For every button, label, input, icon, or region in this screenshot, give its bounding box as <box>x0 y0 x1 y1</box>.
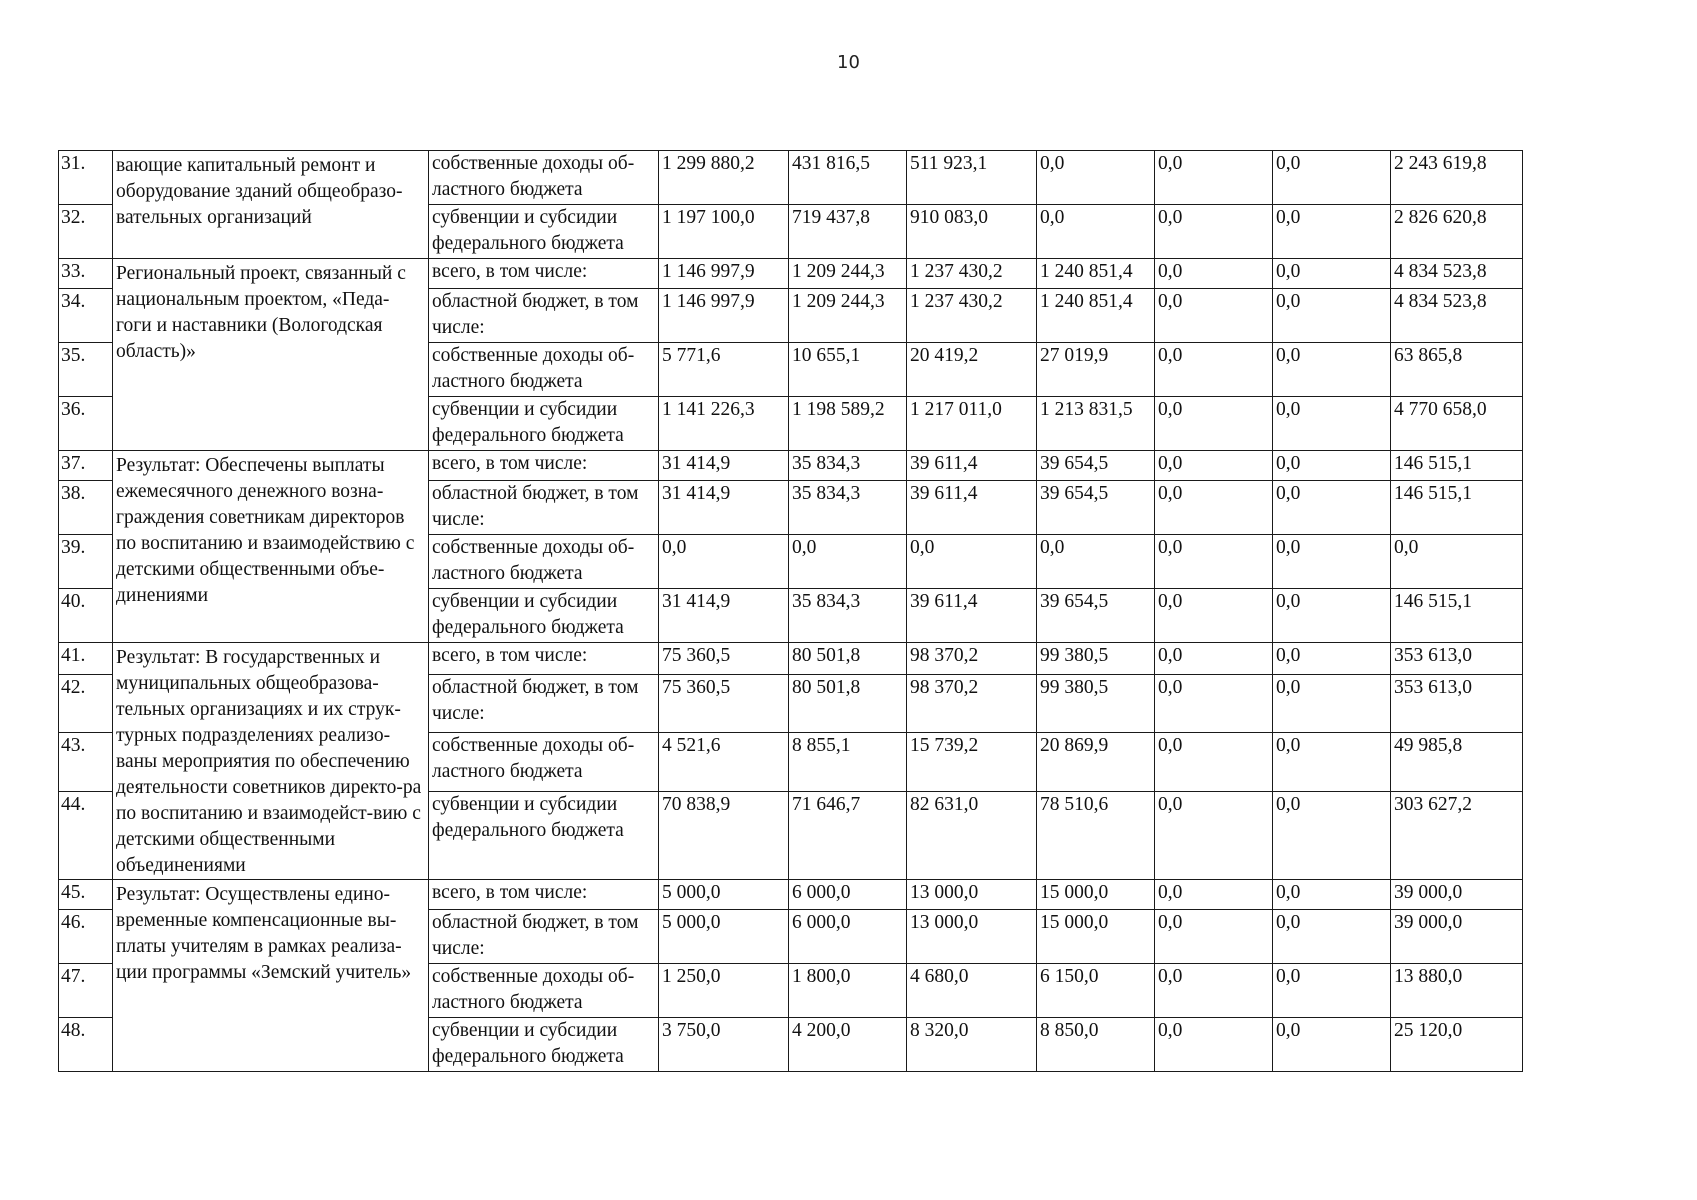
value-total: 353 613,0 <box>1391 643 1523 675</box>
funding-source: всего, в том числе: <box>429 643 659 675</box>
funding-source: субвенции и субсидии федерального бюджета <box>429 589 659 643</box>
value-2021: 1 250,0 <box>659 964 789 1018</box>
value-2025: 0,0 <box>1155 259 1273 289</box>
value-2022: 35 834,3 <box>789 589 907 643</box>
value-2026: 0,0 <box>1273 259 1391 289</box>
value-2022: 10 655,1 <box>789 343 907 397</box>
value-2022: 431 816,5 <box>789 151 907 205</box>
value-2026: 0,0 <box>1273 1018 1391 1072</box>
value-2026: 0,0 <box>1273 451 1391 481</box>
table-row <box>59 880 1523 910</box>
row-number: 36. <box>59 397 113 451</box>
value-2024: 15 000,0 <box>1037 880 1155 910</box>
value-2022: 80 501,8 <box>789 643 907 675</box>
value-total: 39 000,0 <box>1391 880 1523 910</box>
value-2025: 0,0 <box>1155 535 1273 589</box>
value-2022: 71 646,7 <box>789 791 907 879</box>
value-2023: 511 923,1 <box>907 151 1037 205</box>
measure-description: Результат: Обеспечены выплаты ежемесячного денежного возна-граждения советникам директоров по воспитанию и взаимодействию с детскими общественными объе-динениями <box>113 451 429 643</box>
value-total: 146 515,1 <box>1391 451 1523 481</box>
value-2023: 39 611,4 <box>907 481 1037 535</box>
value-2021: 31 414,9 <box>659 589 789 643</box>
value-2023: 20 419,2 <box>907 343 1037 397</box>
value-2023: 1 237 430,2 <box>907 289 1037 343</box>
funding-source: областной бюджет, в том числе: <box>429 910 659 964</box>
value-2024: 99 380,5 <box>1037 675 1155 733</box>
funding-source: областной бюджет, в том числе: <box>429 675 659 733</box>
value-total: 39 000,0 <box>1391 910 1523 964</box>
value-2023: 13 000,0 <box>907 880 1037 910</box>
value-total: 353 613,0 <box>1391 675 1523 733</box>
value-2021: 3 750,0 <box>659 1018 789 1072</box>
value-2021: 5 771,6 <box>659 343 789 397</box>
row-number: 48. <box>59 1018 113 1072</box>
value-2023: 82 631,0 <box>907 791 1037 879</box>
value-2023: 98 370,2 <box>907 675 1037 733</box>
table-row <box>59 451 1523 481</box>
funding-source: всего, в том числе: <box>429 880 659 910</box>
value-2023: 0,0 <box>907 535 1037 589</box>
funding-source: собственные доходы об-ластного бюджета <box>429 964 659 1018</box>
value-2023: 39 611,4 <box>907 589 1037 643</box>
value-total: 49 985,8 <box>1391 733 1523 791</box>
measure-description: вающие капитальный ремонт и оборудование зданий общеобразо-вательных организаций <box>113 151 429 259</box>
value-2023: 1 237 430,2 <box>907 259 1037 289</box>
value-total: 13 880,0 <box>1391 964 1523 1018</box>
row-number: 44. <box>59 791 113 879</box>
value-total: 146 515,1 <box>1391 589 1523 643</box>
value-2021: 1 197 100,0 <box>659 205 789 259</box>
value-2021: 31 414,9 <box>659 451 789 481</box>
value-2026: 0,0 <box>1273 205 1391 259</box>
value-2023: 4 680,0 <box>907 964 1037 1018</box>
value-2022: 80 501,8 <box>789 675 907 733</box>
funding-source: собственные доходы об-ластного бюджета <box>429 733 659 791</box>
value-2025: 0,0 <box>1155 791 1273 879</box>
value-2021: 31 414,9 <box>659 481 789 535</box>
value-2026: 0,0 <box>1273 535 1391 589</box>
value-total: 63 865,8 <box>1391 343 1523 397</box>
row-number: 46. <box>59 910 113 964</box>
row-number: 33. <box>59 259 113 289</box>
value-2021: 4 521,6 <box>659 733 789 791</box>
value-2025: 0,0 <box>1155 910 1273 964</box>
value-2025: 0,0 <box>1155 643 1273 675</box>
value-total: 2 826 620,8 <box>1391 205 1523 259</box>
value-2022: 35 834,3 <box>789 481 907 535</box>
value-2025: 0,0 <box>1155 481 1273 535</box>
value-total: 4 770 658,0 <box>1391 397 1523 451</box>
value-2026: 0,0 <box>1273 733 1391 791</box>
value-2026: 0,0 <box>1273 397 1391 451</box>
row-number: 43. <box>59 733 113 791</box>
funding-source: собственные доходы об-ластного бюджета <box>429 343 659 397</box>
value-2026: 0,0 <box>1273 964 1391 1018</box>
funding-source: собственные доходы об-ластного бюджета <box>429 151 659 205</box>
value-2025: 0,0 <box>1155 589 1273 643</box>
value-total: 146 515,1 <box>1391 481 1523 535</box>
value-2026: 0,0 <box>1273 675 1391 733</box>
budget-table <box>58 150 1523 1072</box>
value-2022: 1 209 244,3 <box>789 289 907 343</box>
value-2024: 20 869,9 <box>1037 733 1155 791</box>
value-2021: 1 141 226,3 <box>659 397 789 451</box>
value-2024: 99 380,5 <box>1037 643 1155 675</box>
funding-source: собственные доходы об-ластного бюджета <box>429 535 659 589</box>
value-2026: 0,0 <box>1273 880 1391 910</box>
value-2023: 15 739,2 <box>907 733 1037 791</box>
value-2024: 39 654,5 <box>1037 481 1155 535</box>
value-2025: 0,0 <box>1155 675 1273 733</box>
value-2021: 1 146 997,9 <box>659 289 789 343</box>
value-total: 4 834 523,8 <box>1391 259 1523 289</box>
value-2021: 1 146 997,9 <box>659 259 789 289</box>
value-2026: 0,0 <box>1273 151 1391 205</box>
value-2026: 0,0 <box>1273 791 1391 879</box>
value-2021: 5 000,0 <box>659 910 789 964</box>
funding-source: областной бюджет, в том числе: <box>429 289 659 343</box>
value-2023: 8 320,0 <box>907 1018 1037 1072</box>
value-total: 25 120,0 <box>1391 1018 1523 1072</box>
value-2022: 1 209 244,3 <box>789 259 907 289</box>
row-number: 45. <box>59 880 113 910</box>
value-2024: 0,0 <box>1037 205 1155 259</box>
value-2023: 39 611,4 <box>907 451 1037 481</box>
value-2023: 98 370,2 <box>907 643 1037 675</box>
value-2025: 0,0 <box>1155 151 1273 205</box>
value-2026: 0,0 <box>1273 910 1391 964</box>
value-2024: 78 510,6 <box>1037 791 1155 879</box>
value-2024: 6 150,0 <box>1037 964 1155 1018</box>
value-2024: 0,0 <box>1037 535 1155 589</box>
value-2024: 27 019,9 <box>1037 343 1155 397</box>
value-2022: 8 855,1 <box>789 733 907 791</box>
table-body <box>59 151 1523 1072</box>
value-2025: 0,0 <box>1155 451 1273 481</box>
funding-source: всего, в том числе: <box>429 259 659 289</box>
table-row <box>59 151 1523 205</box>
value-2025: 0,0 <box>1155 205 1273 259</box>
value-2025: 0,0 <box>1155 880 1273 910</box>
value-2024: 8 850,0 <box>1037 1018 1155 1072</box>
value-2024: 1 240 851,4 <box>1037 289 1155 343</box>
value-2023: 1 217 011,0 <box>907 397 1037 451</box>
value-2025: 0,0 <box>1155 343 1273 397</box>
row-number: 32. <box>59 205 113 259</box>
funding-source: субвенции и субсидии федерального бюджета <box>429 1018 659 1072</box>
value-2022: 1 198 589,2 <box>789 397 907 451</box>
value-2022: 35 834,3 <box>789 451 907 481</box>
row-number: 38. <box>59 481 113 535</box>
funding-source: субвенции и субсидии федерального бюджета <box>429 791 659 879</box>
value-total: 2 243 619,8 <box>1391 151 1523 205</box>
table-row <box>59 259 1523 289</box>
value-2024: 1 240 851,4 <box>1037 259 1155 289</box>
funding-source: всего, в том числе: <box>429 451 659 481</box>
value-2025: 0,0 <box>1155 733 1273 791</box>
row-number: 35. <box>59 343 113 397</box>
measure-description: Результат: Осуществлены едино-временные компенсационные вы-платы учителям в рамках реализа-ции программы «Земский учитель» <box>113 880 429 1072</box>
value-2025: 0,0 <box>1155 397 1273 451</box>
value-2022: 4 200,0 <box>789 1018 907 1072</box>
value-2022: 0,0 <box>789 535 907 589</box>
value-2022: 1 800,0 <box>789 964 907 1018</box>
row-number: 40. <box>59 589 113 643</box>
value-2023: 13 000,0 <box>907 910 1037 964</box>
row-number: 47. <box>59 964 113 1018</box>
value-2024: 39 654,5 <box>1037 451 1155 481</box>
value-total: 303 627,2 <box>1391 791 1523 879</box>
value-2023: 910 083,0 <box>907 205 1037 259</box>
value-2026: 0,0 <box>1273 481 1391 535</box>
page-number: 10 <box>837 52 860 73</box>
funding-source: областной бюджет, в том числе: <box>429 481 659 535</box>
measure-description: Результат: В государственных и муниципальных общеобразова-тельных организациях и их струк-турных подразделениях реализо-ваны мероприятия по обеспечению деятельности советников директо-ра по воспитанию и взаимодейст-вию с детскими общественными объединениями <box>113 643 429 880</box>
value-2026: 0,0 <box>1273 289 1391 343</box>
value-total: 0,0 <box>1391 535 1523 589</box>
value-2021: 0,0 <box>659 535 789 589</box>
row-number: 41. <box>59 643 113 675</box>
value-2024: 0,0 <box>1037 151 1155 205</box>
value-2021: 5 000,0 <box>659 880 789 910</box>
value-2022: 719 437,8 <box>789 205 907 259</box>
value-2025: 0,0 <box>1155 1018 1273 1072</box>
value-2024: 39 654,5 <box>1037 589 1155 643</box>
value-total: 4 834 523,8 <box>1391 289 1523 343</box>
value-2021: 75 360,5 <box>659 675 789 733</box>
funding-source: субвенции и субсидии федерального бюджета <box>429 397 659 451</box>
value-2026: 0,0 <box>1273 343 1391 397</box>
funding-source: субвенции и субсидии федерального бюджета <box>429 205 659 259</box>
row-number: 39. <box>59 535 113 589</box>
value-2025: 0,0 <box>1155 289 1273 343</box>
value-2021: 75 360,5 <box>659 643 789 675</box>
value-2024: 1 213 831,5 <box>1037 397 1155 451</box>
row-number: 37. <box>59 451 113 481</box>
row-number: 31. <box>59 151 113 205</box>
measure-description: Региональный проект, связанный с национальным проектом, «Педа-гоги и наставники (Вологодская область)» <box>113 259 429 451</box>
value-2024: 15 000,0 <box>1037 910 1155 964</box>
value-2025: 0,0 <box>1155 964 1273 1018</box>
value-2021: 1 299 880,2 <box>659 151 789 205</box>
value-2021: 70 838,9 <box>659 791 789 879</box>
row-number: 42. <box>59 675 113 733</box>
table-row <box>59 643 1523 675</box>
value-2022: 6 000,0 <box>789 910 907 964</box>
value-2022: 6 000,0 <box>789 880 907 910</box>
value-2026: 0,0 <box>1273 589 1391 643</box>
row-number: 34. <box>59 289 113 343</box>
value-2026: 0,0 <box>1273 643 1391 675</box>
